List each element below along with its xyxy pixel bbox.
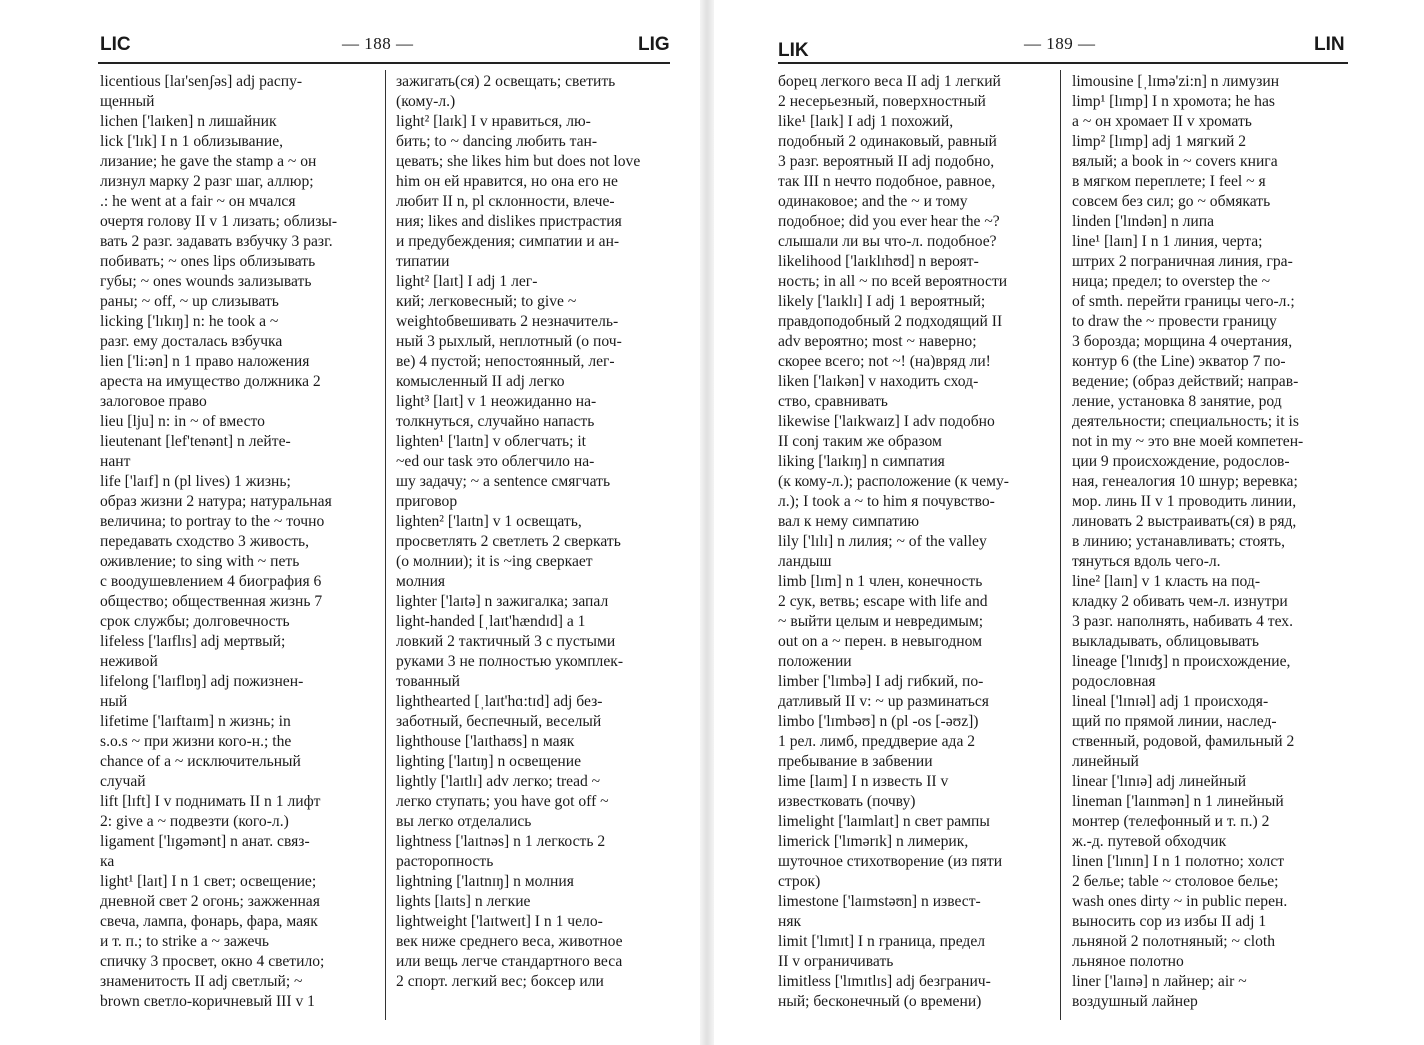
dictionary-line: ный 3 рыхлый, неплотный (о поч-	[396, 333, 622, 350]
dictionary-line: wash ones dirty ~ in public перен.	[1072, 893, 1288, 910]
dictionary-line: шуточное стихотворение (из пяти	[778, 853, 1003, 870]
dictionary-line: .: he went at a fair ~ он мчался	[100, 193, 296, 210]
dictionary-line: ния; likes and dislikes пристрастия	[396, 213, 622, 230]
dictionary-line: light¹ [laɪt] I n 1 свет; освещение;	[100, 873, 317, 890]
dictionary-line: ница; предел; to overstep the ~	[1072, 273, 1271, 290]
right-page-number: — 189 —	[1024, 34, 1096, 53]
dictionary-line: like¹ [laɪk] I adj 1 похожий,	[778, 113, 954, 130]
left-guide-word-end: LIG	[638, 34, 670, 55]
dictionary-line: пребывание в забвении	[778, 753, 933, 770]
right-header-rule	[778, 62, 1348, 64]
dictionary-line: век ниже среднего веса, животное	[396, 933, 623, 950]
dictionary-line: lineman ['laɪnmən] n 1 линейный	[1072, 793, 1284, 810]
dictionary-line: нант	[100, 453, 131, 470]
dictionary-line: величина; to portray to the ~ точно	[100, 513, 325, 530]
dictionary-line: передавать сходство 3 живость,	[100, 533, 310, 550]
dictionary-line: деятельности; специальность; it is	[1072, 413, 1299, 430]
dictionary-line: ~ выйти целым и невредимым;	[778, 613, 984, 630]
dictionary-line: вы легко отделались	[396, 813, 532, 830]
dictionary-line: типатии	[396, 253, 450, 270]
dictionary-line: совсем без сил; go ~ обмякать	[1072, 193, 1271, 210]
right-guide-word-start: LIK	[778, 40, 809, 61]
dictionary-line: контур 6 (the Line) экватор 7 по-	[1072, 353, 1286, 370]
dictionary-line: шу задачу; ~ a sentence смягчать	[396, 473, 611, 490]
dictionary-line: light² [laɪk] I v нравиться, лю-	[396, 113, 591, 130]
dictionary-line: weightобвешивать 2 незначитель-	[396, 313, 619, 330]
dictionary-line: of smth. перейти границы чего-л.;	[1072, 293, 1295, 310]
dictionary-line: приговор	[396, 493, 458, 510]
dictionary-line: лизание; he gave the stamp a ~ он	[100, 153, 317, 170]
dictionary-line: (к кому-л.); расположение (к чему-	[778, 473, 1009, 490]
dictionary-line: ловкий 2 тактичный 3 с пустыми	[396, 633, 616, 650]
dictionary-line: просветлять 2 светлеть 2 сверкать	[396, 533, 621, 550]
dictionary-line: вал к нему симпатию	[778, 513, 920, 530]
dictionary-line: lighter ['laɪtə] n зажигалка; запал	[396, 593, 609, 610]
dictionary-line: линовать 2 выстраивать(ся) в ряд,	[1072, 513, 1297, 530]
dictionary-line: licentious [laɪ'senʃəs] adj распу-	[100, 73, 303, 90]
dictionary-line: выносить сор из избы II adj 1	[1072, 913, 1267, 930]
dictionary-line: ный	[100, 693, 128, 710]
dictionary-line: датливый II v: ~ up разминаться	[778, 693, 989, 710]
dictionary-line: lights [laɪts] n легкие	[396, 893, 531, 910]
right-guide-word-end: LIN	[1314, 34, 1345, 55]
dictionary-line: ~ed our task это облегчило на-	[396, 453, 595, 470]
dictionary-line: limber ['lɪmbə] I adj гибкий, по-	[778, 673, 984, 690]
dictionary-line: lifetime ['laɪftaɪm] n жизнь; in	[100, 713, 291, 730]
dictionary-line: общество; общественная жизнь 7	[100, 593, 323, 610]
dictionary-line: limbo ['lɪmbəʊ] n (pl -os [-əʊz])	[778, 713, 979, 730]
dictionary-line: известковать (почву)	[778, 793, 916, 810]
dictionary-line: щий по прямой линии, наслед-	[1072, 713, 1277, 730]
dictionary-line: свеча, лампа, фонарь, фара, маяк	[100, 913, 318, 930]
dictionary-line: 2 сук, ветвь; escape with life and	[778, 593, 988, 610]
dictionary-line: толкнуться, случайно напасть	[396, 413, 595, 430]
dictionary-line: ственный, родовой, фамильный 2	[1072, 733, 1295, 750]
dictionary-line: linen ['lɪnɪn] I n 1 полотно; холст	[1072, 853, 1285, 870]
right-column-1	[778, 72, 1050, 1012]
dictionary-line: likelihood ['laɪklɪhʊd] n вероят-	[778, 253, 979, 270]
dictionary-line: цевать; she likes him but does not love	[396, 153, 641, 170]
dictionary-line: бить; to ~ dancing любить тан-	[396, 133, 598, 150]
dictionary-line: льняное полотно	[1072, 953, 1184, 970]
dictionary-line: limitless ['lɪmɪtlɪs] adj безгранич-	[778, 973, 991, 990]
dictionary-line: лизнул марку 2 разг шаг, аллюр;	[100, 173, 314, 190]
dictionary-line: linden ['lɪndən] n липа	[1072, 213, 1215, 230]
dictionary-line: ве) 4 пустой; непостоянный, лег-	[396, 353, 615, 370]
dictionary-line: lifeless ['laɪflɪs] adj мертвый;	[100, 633, 286, 650]
dictionary-line: lighting ['laɪtɪŋ] n освещение	[396, 753, 582, 770]
dictionary-line: подобное; did you ever hear the ~?	[778, 213, 1000, 230]
dictionary-line: 3 разг. наполнять, набивать 4 тех.	[1072, 613, 1293, 630]
dictionary-line: him он ей нравится, но она его не	[396, 173, 618, 190]
dictionary-line: out on a ~ перен. в невыгодном	[778, 633, 982, 650]
dictionary-line: 3 разг. вероятный II adj подобно,	[778, 153, 995, 170]
dictionary-line: line¹ [laɪn] I n 1 линия, черта;	[1072, 233, 1263, 250]
dictionary-line: выкладывать, облицовывать	[1072, 633, 1259, 650]
dictionary-line: льняной 2 полотняный; ~ cloth	[1072, 933, 1276, 950]
dictionary-line: 2 белье; table ~ столовое белье;	[1072, 873, 1279, 890]
dictionary-line: очертя голову II v 1 лизать; облизы-	[100, 213, 338, 230]
dictionary-line: правдоподобный 2 подходящий II	[778, 313, 1003, 330]
dictionary-line: ность; in all ~ по всей вероятности	[778, 273, 1008, 290]
dictionary-line: likely ['laɪklɪ] I adj 1 вероятный;	[778, 293, 986, 310]
dictionary-line: разг. ему досталась взбучка	[100, 333, 283, 350]
dictionary-line: 2: give a ~ подвезти (кого-л.)	[100, 813, 289, 830]
dictionary-line: 1 рел. лимб, преддверие ада 2	[778, 733, 976, 750]
dictionary-line: молния	[396, 573, 446, 590]
dictionary-line: штрих 2 пограничная линия, гра-	[1072, 253, 1293, 270]
left-column-1	[100, 72, 372, 1012]
right-column-divider	[1060, 70, 1061, 1020]
dictionary-line: так III n нечто подобное, равное,	[778, 173, 996, 190]
dictionary-line: limp² [lɪmp] adj 1 мягкий 2	[1072, 133, 1247, 150]
dictionary-line: (о молнии); it is ~ing сверкает	[396, 553, 593, 570]
dictionary-line: борец легкого веса II adj 1 легкий	[778, 73, 1001, 90]
dictionary-line: строк)	[778, 873, 821, 890]
left-header-rule	[98, 62, 670, 64]
dictionary-line: liner ['laɪnə] n лайнер; air ~	[1072, 973, 1247, 990]
left-column-divider	[385, 70, 386, 1020]
dictionary-line: lieu [lju] n: in ~ of вместо	[100, 413, 265, 430]
dictionary-line: подобный 2 одинаковый, равный	[778, 133, 997, 150]
dictionary-line: 3 борозда; морщина 4 очертания,	[1072, 333, 1293, 350]
dictionary-line: положении	[778, 653, 852, 670]
dictionary-line: ление, установка 8 занятие, род	[1072, 393, 1282, 410]
dictionary-line: срок службы; долговечность	[100, 613, 290, 630]
dictionary-line: раны; ~ off, ~ up слизывать	[100, 293, 279, 310]
dictionary-line: linear ['lɪnɪə] adj линейный	[1072, 773, 1247, 790]
dictionary-line: to draw the ~ провести границу	[1072, 313, 1277, 330]
dictionary-line: и т. п.; to strike a ~ зажечь	[100, 933, 270, 950]
dictionary-line: lick ['lɪk] I n 1 облизывание,	[100, 133, 284, 150]
dictionary-line: life ['laɪf] n (pl lives) 1 жизнь;	[100, 473, 291, 490]
dictionary-line: ландыш	[778, 553, 832, 570]
dictionary-line: lightweight ['laɪtweɪt] I n 1 чело-	[396, 913, 603, 930]
dictionary-line: мор. линь II v 1 проводить линии,	[1072, 493, 1297, 510]
dictionary-line: lighten² ['laɪtn] v 1 освещать,	[396, 513, 582, 530]
dictionary-line: lieutenant [lef'tenənt] n лейте-	[100, 433, 291, 450]
dictionary-line: л.); I took a ~ to him я почувство-	[778, 493, 995, 510]
dictionary-line: залоговое право	[100, 393, 207, 410]
dictionary-line: родословная	[1072, 673, 1156, 690]
dictionary-line: lifelong ['laɪflɒŋ] adj пожизнен-	[100, 673, 304, 690]
dictionary-line: light³ [laɪt] v 1 неожиданно на-	[396, 393, 597, 410]
dictionary-line: или вещь легче стандартного веса	[396, 953, 623, 970]
dictionary-line: ведение; (образ действий; направ-	[1072, 373, 1299, 390]
dictionary-line: lime [laɪm] I n известь II v	[778, 773, 949, 790]
left-page-number: — 188 —	[342, 34, 414, 53]
dictionary-line: lineal ['lɪnɪəl] adj 1 происходя-	[1072, 693, 1269, 710]
left-page	[0, 0, 700, 1045]
dictionary-line: тянуться вдоль чего-л.	[1072, 553, 1221, 570]
dictionary-line: кладку 2 обивать чем-л. изнутри	[1072, 593, 1288, 610]
dictionary-line: знаменитость II adj светлый; ~	[100, 973, 303, 990]
dictionary-line: няк	[778, 913, 802, 930]
dictionary-line: слышали ли вы что-л. подобное?	[778, 233, 997, 250]
dictionary-line: ligament ['lɪgəmənt] n анат. связ-	[100, 833, 310, 850]
dictionary-line: lift [lɪft] I v поднимать II n 1 лифт	[100, 793, 321, 810]
dictionary-line: light-handed [ˌlaɪt'hændɪd] a 1	[396, 613, 586, 630]
dictionary-line: II v ограничивать	[778, 953, 894, 970]
dictionary-line: limp¹ [lɪmp] I n хромота; he has	[1072, 93, 1275, 110]
dictionary-line: воздушный лайнер	[1072, 993, 1198, 1010]
dictionary-line: щенный	[100, 93, 155, 110]
dictionary-line: с воодушевлением 4 биография 6	[100, 573, 322, 590]
dictionary-line: brown светло-коричневый III v 1	[100, 993, 315, 1010]
dictionary-line: и предубеждения; симпатии и ан-	[396, 233, 620, 250]
dictionary-line: lily ['lɪlɪ] n лилия; ~ of the valley	[778, 533, 987, 550]
dictionary-line: lightning ['laɪtnɪŋ] n молния	[396, 873, 574, 890]
dictionary-line: ство, сравнивать	[778, 393, 888, 410]
dictionary-line: not in my ~ это вне моей компетен-	[1072, 433, 1304, 450]
dictionary-line: заботный, беспечный, веселый	[396, 713, 602, 730]
dictionary-line: lichen ['laɪken] n лишайник	[100, 113, 277, 130]
dictionary-line: ции 9 происхождение, родослов-	[1072, 453, 1290, 470]
dictionary-line: 2 спорт. легкий вес; боксер или	[396, 973, 604, 990]
dictionary-line: lineage ['lɪnɪʤ] n происхождение,	[1072, 653, 1291, 670]
dictionary-line: II conj таким же образом	[778, 433, 942, 450]
dictionary-line: lighthouse ['laɪthaʊs] n маяк	[396, 733, 575, 750]
dictionary-line: дневной свет 2 огонь; зажженная	[100, 893, 320, 910]
dictionary-line: одинаковое; and the ~ и тому	[778, 193, 968, 210]
dictionary-line: lien ['li:ən] n 1 право наложения	[100, 353, 310, 370]
dictionary-line: оживление; to sing with ~ петь	[100, 553, 300, 570]
dictionary-line: s.o.s ~ при жизни кого-н.; the	[100, 733, 292, 750]
dictionary-line: lighthearted [ˌlaɪt'hɑ:tɪd] adj без-	[396, 693, 603, 710]
dictionary-line: ж.-д. путевой обходчик	[1072, 833, 1227, 850]
dictionary-line: lightness ['laɪtnəs] n 1 легкость 2	[396, 833, 606, 850]
dictionary-line: adv вероятно; most ~ наверно;	[778, 333, 977, 350]
dictionary-line: likewise ['laɪkwaɪz] I adv подобно	[778, 413, 995, 430]
dictionary-line: образ жизни 2 натура; натуральная	[100, 493, 332, 510]
dictionary-line: lightly ['laɪtlɪ] adv легко; tread ~	[396, 773, 601, 790]
book-gutter	[700, 0, 714, 1045]
dictionary-line: вать 2 разг. задавать взбучку 3 разг.	[100, 233, 333, 250]
right-column-2	[1072, 72, 1350, 1012]
dictionary-line: монтер (телефонный и т. п.) 2	[1072, 813, 1270, 830]
dictionary-line: 2 несерьезный, поверхностный	[778, 93, 986, 110]
dictionary-line: спичку 3 просвет, окно 4 светило;	[100, 953, 325, 970]
dictionary-line: (кому-л.)	[396, 93, 456, 110]
dictionary-line: limelight ['laɪmlaɪt] n свет рампы	[778, 813, 990, 830]
dictionary-line: light² [laɪt] I adj 1 лег-	[396, 273, 538, 290]
dictionary-line: тованный	[396, 673, 460, 690]
dictionary-line: любит II n, pl склонности, влече-	[396, 193, 615, 210]
dictionary-line: liken ['laɪkən] v находить сход-	[778, 373, 979, 390]
dictionary-line: зажигать(ся) 2 освещать; светить	[396, 73, 616, 90]
dictionary-line: кий; легковесный; to give ~	[396, 293, 577, 310]
dictionary-line: lighten¹ ['laɪtn] v облегчать; it	[396, 433, 587, 450]
dictionary-line: limousine [ˌlɪmə'zi:n] n лимузин	[1072, 73, 1280, 90]
dictionary-line: расторопность	[396, 853, 494, 870]
dictionary-line: ная, генеалогия 10 шнур; веревка;	[1072, 473, 1298, 490]
dictionary-line: limerick ['lɪmərɪk] n лимерик,	[778, 833, 969, 850]
left-column-2	[396, 72, 670, 992]
dictionary-line: ареста на имущество должника 2	[100, 373, 321, 390]
dictionary-line: limestone ['laɪmstəʊn] n извест-	[778, 893, 981, 910]
dictionary-line: неживой	[100, 653, 158, 670]
dictionary-line: случай	[100, 773, 146, 790]
right-page	[714, 0, 1424, 1045]
dictionary-line: комысленный II adj легко	[396, 373, 565, 390]
dictionary-line: в линию; устанавливать; стоять,	[1072, 533, 1286, 550]
dictionary-line: руками 3 не полностью укомплек-	[396, 653, 624, 670]
dictionary-line: в мягком переплете; I feel ~ я	[1072, 173, 1266, 190]
dictionary-line: ный; бесконечный (о времени)	[778, 993, 982, 1010]
dictionary-line: побивать; ~ ones lips облизывать	[100, 253, 316, 270]
dictionary-line: liking ['laɪkɪŋ] n симпатия	[778, 453, 945, 470]
dictionary-line: легко ступать; you have got off ~	[396, 793, 609, 810]
dictionary-line: вялый; a book in ~ covers книга	[1072, 153, 1278, 170]
dictionary-line: губы; ~ ones wounds зализывать	[100, 273, 312, 290]
dictionary-line: a ~ он хромает II v хромать	[1072, 113, 1252, 130]
dictionary-line: limb [lɪm] n 1 член, конечность	[778, 573, 983, 590]
dictionary-line: limit ['lɪmɪt] I n граница, предел	[778, 933, 986, 950]
dictionary-line: licking ['lɪkɪŋ] n: he took a ~	[100, 313, 279, 330]
dictionary-line: линейный	[1072, 753, 1139, 770]
dictionary-line: line² [laɪn] v 1 класть на под-	[1072, 573, 1261, 590]
dictionary-line: chance of a ~ исключительный	[100, 753, 301, 770]
dictionary-line: скорее всего; not ~! (на)вряд ли!	[778, 353, 991, 370]
dictionary-line: ка	[100, 853, 115, 870]
left-guide-word-start: LIC	[100, 34, 131, 55]
